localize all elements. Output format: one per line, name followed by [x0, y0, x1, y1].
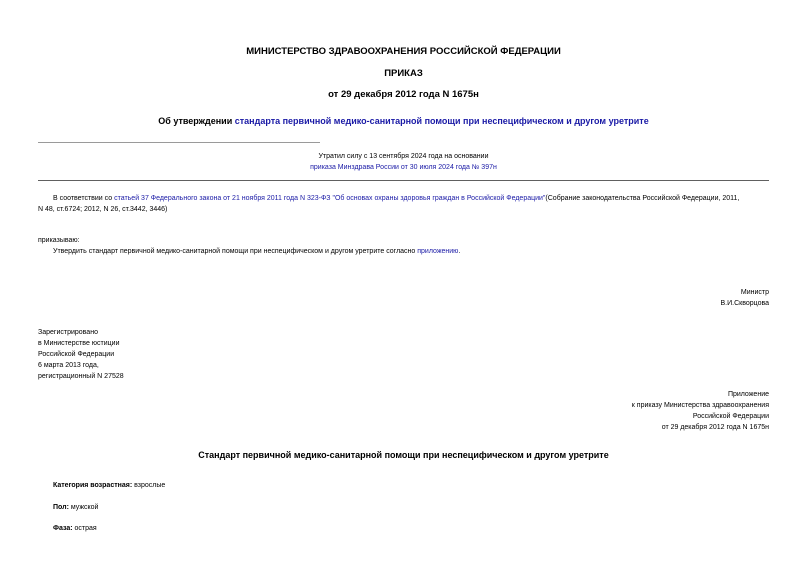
- field-label: Фаза:: [53, 525, 73, 532]
- paragraph-1-line-2: N 48, ст.6724; 2012, N 26, ст.3442, 3446): [38, 206, 168, 213]
- p1-law-link[interactable]: статьей 37 Федерального закона от 21 ноября 2011 года N 323-ФЗ "Об основах охраны здоровья граждан в Российской Федерации": [114, 195, 546, 202]
- paragraph-1-line-1: [53, 193, 739, 204]
- ministry-name: МИНИСТЕРСТВО ЗДРАВООХРАНЕНИЯ РОССИЙСКОЙ ФЕДЕРАЦИИ: [246, 46, 561, 57]
- order-word: приказываю:: [38, 237, 80, 244]
- doc-title-prefix: Об утверждении: [158, 116, 235, 126]
- field-value: острая: [72, 525, 97, 532]
- doc-title-link[interactable]: стандарта первичной медико-санитарной помощи при неспецифическом и другом уретрите: [234, 116, 649, 126]
- appendix-line-2: к приказу Министерства здравоохранения: [631, 402, 769, 409]
- field-label: Пол:: [53, 504, 69, 511]
- field-label: Категория возрастная:: [53, 482, 133, 489]
- registration-line-4: 6 марта 2013 года,: [38, 362, 99, 369]
- p1-prefix: В соответствии со: [53, 195, 115, 202]
- registration-line-5: регистрационный N 27528: [38, 373, 124, 380]
- field-value: мужской: [68, 504, 99, 511]
- divider-long: [38, 180, 769, 181]
- registration-line-2: в Министерстве юстиции: [38, 340, 120, 347]
- appendix-line-4: от 29 декабря 2012 года N 1675н: [661, 424, 769, 431]
- status-line-1: Утратил силу с 13 сентября 2024 года на основании: [318, 153, 489, 160]
- registration-line-3: Российской Федерации: [38, 351, 115, 358]
- field-age-category: [53, 480, 165, 491]
- standard-title: Стандарт первичной медико-санитарной помощи при неспецифическом и другом уретрите: [198, 450, 609, 460]
- appendix-line-3: Российской Федерации: [692, 413, 769, 420]
- divider-short: [38, 142, 320, 143]
- registration-line-1: Зарегистрировано: [38, 329, 98, 336]
- status-link[interactable]: приказа Минздрава России от 30 июля 2024 года № 397н: [310, 164, 497, 171]
- field-value: взрослые: [132, 482, 166, 489]
- doc-title: [0, 116, 807, 126]
- paragraph-2: [53, 246, 460, 257]
- doc-type: ПРИКАЗ: [384, 68, 423, 79]
- doc-date-number: от 29 декабря 2012 года N 1675н: [328, 89, 479, 100]
- signature-name: В.И.Скворцова: [720, 300, 769, 307]
- p2-suffix: .: [458, 248, 461, 255]
- field-sex: [53, 502, 98, 513]
- appendix-line-1: Приложение: [727, 391, 769, 398]
- p2-appendix-link[interactable]: приложению: [417, 248, 459, 255]
- p1-suffix: (Собрание законодательства Российской Федерации, 2011,: [545, 195, 740, 202]
- p2-prefix: Утвердить стандарт первичной медико-санитарной помощи при неспецифическом и другом уретрите согласно: [53, 248, 418, 255]
- field-phase: [53, 523, 97, 534]
- signature-position: Министр: [740, 289, 769, 296]
